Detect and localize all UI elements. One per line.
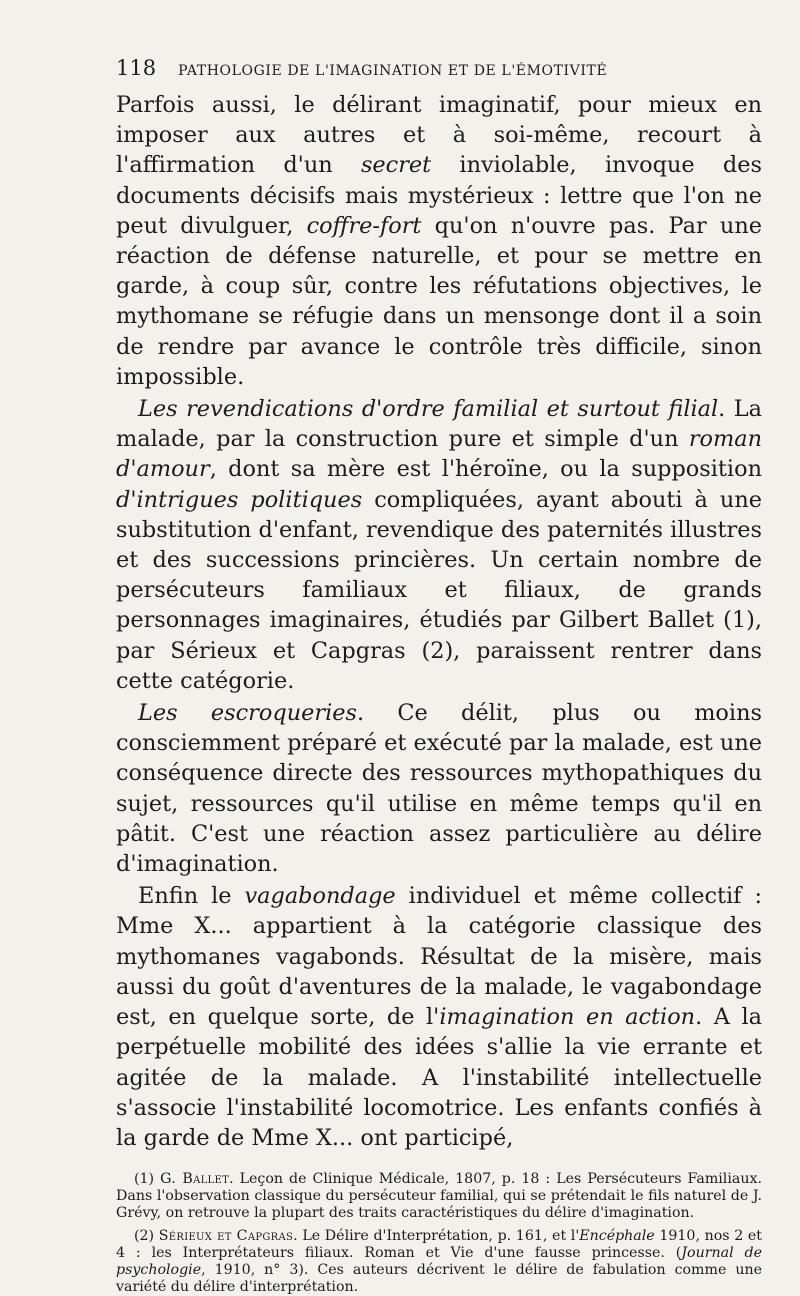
text-run: . La malade, par la construction pure et simple d'un [116, 396, 763, 453]
italic-text: Encéphale [579, 1228, 655, 1245]
paragraph [116, 394, 762, 696]
italic-text: d'intrigues politiques [116, 486, 363, 513]
italic-text: coffre-fort [306, 212, 422, 239]
footnote [116, 1228, 762, 1296]
text-run: , 1910, n° 3). Ces auteurs décrivent le délire de fabulation comme une variété du délire d'interprétation. [116, 1262, 762, 1296]
paragraph [116, 90, 762, 392]
page-header [116, 56, 762, 80]
text-run: , dont sa mère est l'héroïne, ou la supposition [209, 456, 762, 483]
italic-text: roman d'amour [116, 426, 762, 483]
author-name: G. Ballet [160, 1171, 230, 1188]
author-name: Sérieux et Capgras [158, 1228, 294, 1245]
italic-text: Les revendications d'ordre familial et surtout filial [138, 396, 719, 423]
italic-text: Journal de psychologie [116, 1245, 762, 1279]
text-run: 1910, nos 2 et 4 : les Interprétateurs filiaux. Roman et Vie d'une fausse princesse. ( [116, 1228, 763, 1262]
footnotes [116, 1171, 762, 1296]
text-run: compliquées, ayant abouti à une substitution d'enfant, revendique des paternités illustres et des successions princières. Un certain nombre de persécuteurs familiaux et filiaux, de grands personnages imaginaires, étudiés par Gilbert Ballet (1), par Sérieux et Capgras (2), paraissent rentrer dans cette catégorie. [116, 486, 762, 694]
text-run: . A la perpétuelle mobilité des idées s'allie la vie errante et agitée de la malade. A l'instabilité intellectuelle s'associe l'instabilité locomotrice. Les enfants confiés à la garde de Mme X... ont participé, [116, 1004, 762, 1151]
text-run: (1) [134, 1171, 161, 1188]
footnote [116, 1171, 762, 1222]
italic-text: secret [360, 152, 432, 179]
text-run: individuel et même collectif : Mme X... appartient à la catégorie classique des mythomanes vagabonds. Résultat de la misère, mais aussi du goût d'aventures de la malade, le vagabondage est, en quelque sorte, de l' [116, 883, 762, 1031]
text-run: . Ce délit, plus ou moins consciemment préparé et exécuté par la malade, est une conséquence directe des ressources mythopathiques du sujet, ressources qu'il utilise en même temps qu'il en pâtit. C'est une réaction assez particulière au délire d'imagination. [116, 700, 762, 878]
text-run: Parfois aussi, le délirant imaginatif, pour mieux en imposer aux autres et à soi-même, recourt à l'affirmation d'un [116, 92, 762, 179]
text-run: inviolable, invoque des documents décisifs mais mystérieux : lettre que l'on ne peut divulguer, [116, 152, 762, 239]
page-number: 118 [116, 56, 157, 80]
text-run: (2) [134, 1228, 159, 1245]
paragraph [116, 881, 762, 1153]
text-run: qu'on n'ouvre pas. Par une réaction de défense naturelle, et pour se mettre en garde, à coup sûr, contre les réfutations objectives, le mythomane se réfugie dans un mensonge dont il a soin de rendre par avance le contrôle très difficile, sinon impossible. [116, 212, 762, 390]
text-run: . Le Délire d'Interprétation, p. 161, et l' [293, 1228, 580, 1245]
italic-text: imagination en action [439, 1004, 696, 1031]
text-run: . Leçon de Clinique Médicale, 1807, p. 18 : Les Persécuteurs Familiaux. Dans l'observation classique du persécuteur familial, qui se prétendait le fils naturel de J. Grévy, on retrouve la plupart des traits caractéristiques du délire d'imagination. [116, 1171, 762, 1222]
body-text [116, 90, 762, 1153]
italic-text: Les escroqueries [138, 700, 357, 727]
text-run: Enfin le [138, 883, 245, 910]
italic-text: vagabondage [244, 883, 396, 910]
running-title: PATHOLOGIE DE L'IMAGINATION ET DE L'ÉMOTIVITÉ [178, 63, 608, 79]
paragraph [116, 698, 762, 879]
